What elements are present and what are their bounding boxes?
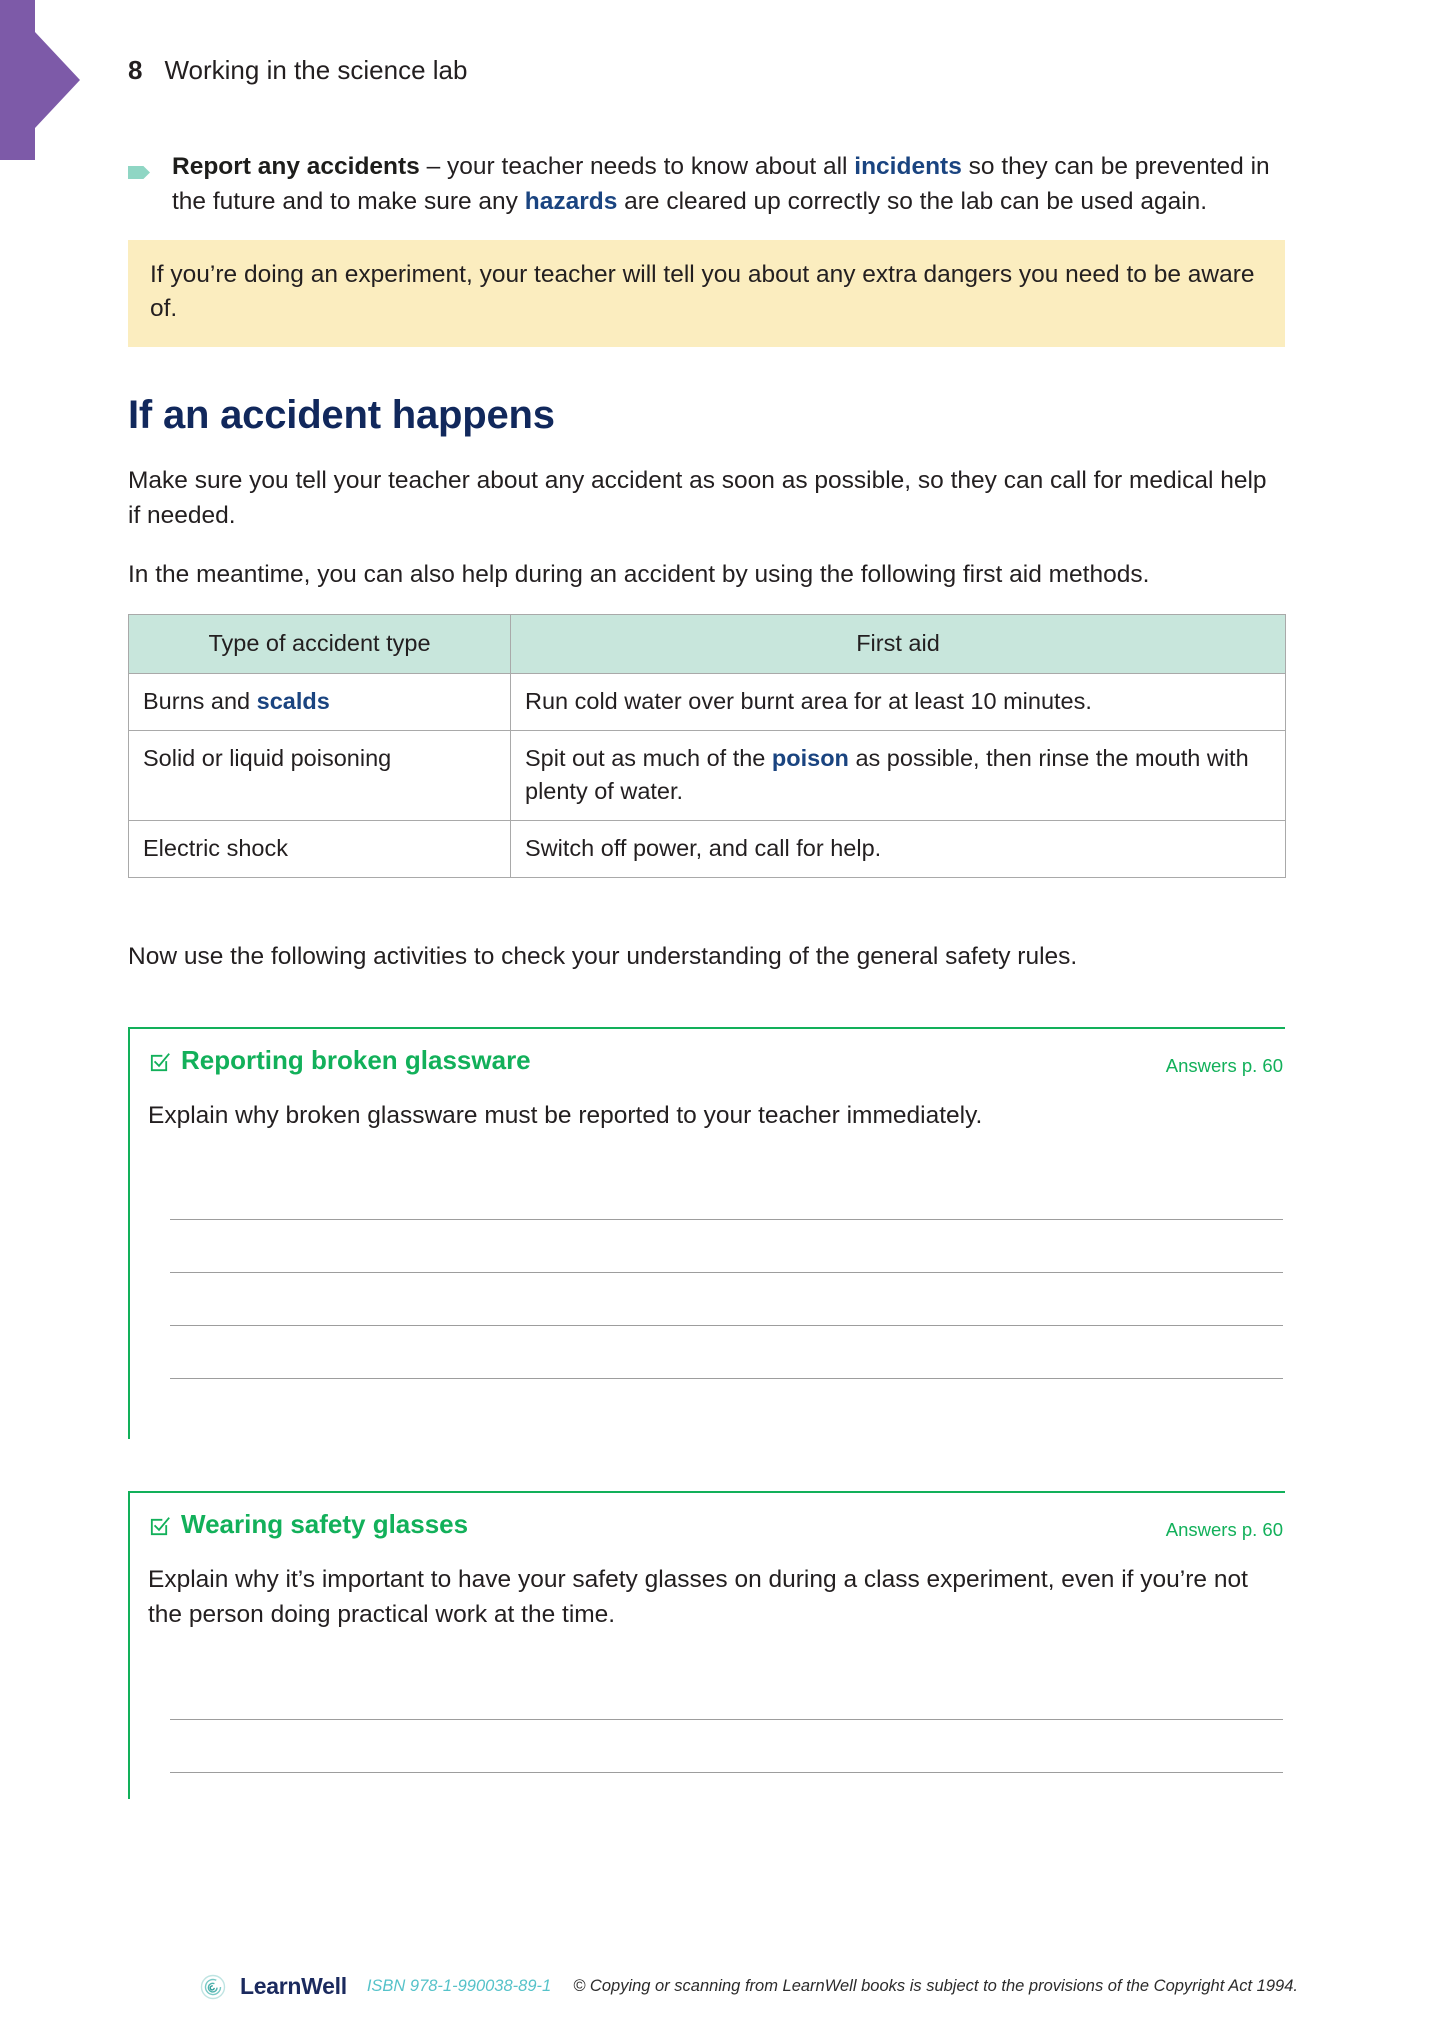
activity-header [148,1509,1285,1541]
checkbox-tick-icon [148,1515,171,1538]
callout-box: If you’re doing an experiment, your teacher will tell you about any extra dangers you need to be aware of. [128,240,1285,348]
table-header-cell-type: Type of accident type [129,615,511,674]
checkbox-tick-icon [148,1051,171,1074]
cell-text-pre: Run cold water over burnt area for at least 10 minutes. [525,688,1092,715]
activity-title: Wearing safety glasses [181,1509,469,1540]
page-content [128,150,1285,1799]
keyword-poison: poison [771,745,849,772]
table-header-cell-aid: First aid [511,615,1286,674]
cell-text-post: as possible, then rinse the mouth with plenty of water. [525,745,1249,805]
cell-text-pre: Switch off power, and call for help. [525,835,882,862]
table-cell-aid [511,674,1286,731]
cell-text-pre: Spit out as much of the [525,745,772,772]
cell-text-pre: Electric shock [143,835,288,862]
activity-prompt: Explain why broken glassware must be reported to your teacher immediately. [148,1101,983,1129]
section-paragraph-1: Make sure you tell your teacher about any accident as soon as possible, so they can call for medical help if needed. [128,467,1267,529]
cell-text-pre: Burns and [143,688,257,715]
bullet-text-3: are cleared up correctly so the lab can be used again. [617,187,1208,215]
arrow-bullet-shape [128,166,150,179]
activity-box [128,1491,1285,1799]
footer-isbn: ISBN 978-1-990038-89-1 [366,1977,552,1995]
bullet-text [172,150,1285,220]
page-tab-arrow-icon [35,32,80,128]
bullet-item [128,150,1285,220]
answer-lines [148,1667,1285,1773]
table-row [129,674,1286,731]
cell-text-pre: Solid or liquid poisoning [143,745,392,772]
table-cell-type [129,731,511,821]
keyword-hazards: hazards [524,187,618,215]
section-paragraph-2: In the meantime, you can also help during an accident by using the following first aid methods. [128,560,1150,588]
answer-line[interactable] [170,1273,1283,1326]
chapter-title: Working in the science lab [164,55,468,85]
table-cell-aid [511,821,1286,878]
answer-line[interactable] [170,1720,1283,1773]
answer-line[interactable] [170,1326,1283,1379]
table-cell-type [129,674,511,731]
activity-box [128,1027,1285,1440]
keyword-incidents: incidents [854,153,962,180]
footer-copyright: © Copying or scanning from LearnWell books is subject to the provisions of the Copyright Act 1994. [573,1977,1298,1995]
page-tab-body [0,0,35,160]
answer-line[interactable] [170,1220,1283,1273]
activities-intro: Now use the following activities to check your understanding of the general safety rules. [128,942,1078,970]
bullet-text-1: – your teacher needs to know about all [419,153,855,180]
table-cell-type [129,821,511,878]
table-row [129,731,1286,821]
page-header [128,55,467,86]
section-heading: If an accident happens [128,393,555,438]
learnwell-spiral-icon [200,1974,226,2000]
page-footer [200,1973,1298,2000]
table-header-row [129,615,1286,674]
answer-line[interactable] [170,1667,1283,1720]
activity-title: Reporting broken glassware [181,1044,531,1075]
answers-reference: Answers p. 60 [1165,1519,1283,1541]
bullet-lead: Report any accidents [172,153,420,180]
activity-header [148,1045,1285,1077]
bullet-text-2: so they can be prevented in the future and to make sure any [172,153,1270,215]
keyword-scalds: scalds [256,688,330,715]
table-cell-aid [511,731,1286,821]
arrow-bullet-icon [128,150,172,179]
learnwell-logo-text: LearnWell [240,1973,347,1999]
first-aid-table [128,614,1286,877]
activity-prompt: Explain why it’s important to have your safety glasses on during a class experiment, even if you’re not the person doing practical work at the time. [148,1566,1248,1629]
page-tab [0,0,80,160]
page-number: 8 [128,55,143,85]
answer-lines [148,1167,1285,1413]
answers-reference: Answers p. 60 [1165,1054,1283,1076]
answer-line[interactable] [170,1167,1283,1220]
table-row [129,821,1286,878]
